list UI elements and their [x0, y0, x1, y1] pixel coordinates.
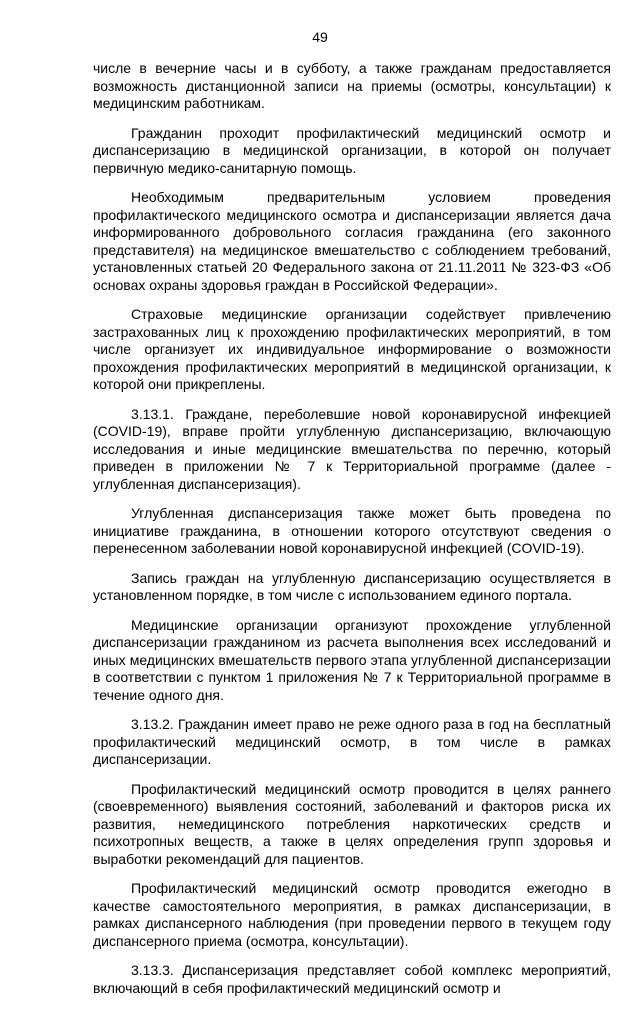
- paragraph: числе в вечерние часы и в субботу, а также гражданам предоставляется возможность дистанционной записи на приемы (осмотры, консультации) к медицинским работникам.: [93, 60, 611, 111]
- paragraph: Профилактический медицинский осмотр проводится ежегодно в качестве самостоятельного мероприятия, в рамках диспансеризации, в рамках диспансерного наблюдения (при проведении первого в текущем году диспансерного приема (осмотра, консультации).: [93, 880, 611, 949]
- paragraph: Профилактический медицинский осмотр проводится в целях раннего (своевременного) выявления состояний, заболеваний и факторов риска их развития, немедицинского потребления наркотических средств и психотропных веществ, а также в целях определения групп здоровья и выработки рекомендаций для пациентов.: [93, 780, 611, 867]
- paragraph: Медицинские организации организуют прохождение углубленной диспансеризации гражданином из расчета выполнения всех исследований и иных медицинских вмешательств первого этапа углубленной диспансеризации в соответствии с пунктом 1 приложения № 7 к Территориальной программе в течение одного дня.: [93, 616, 611, 703]
- page-number: 49: [312, 29, 328, 45]
- paragraph: Гражданин проходит профилактический медицинский осмотр и диспансеризацию в медицинской организации, в которой он получает первичную медико-санитарную помощь.: [93, 124, 611, 176]
- paragraph: Углубленная диспансеризация также может быть проведена по инициативе гражданина, в отношении которого отсутствуют сведения о перенесенном заболевании новой коронавирусной инфекцией (COVID-19).: [93, 505, 611, 556]
- document-body: [93, 60, 611, 1009]
- section-3-13-2-paragraph: 3.13.2. Гражданин имеет право не реже одного раза в год на бесплатный профилактический медицинский осмотр, в том числе в рамках диспансеризации.: [93, 716, 611, 767]
- section-3-13-3-paragraph: 3.13.3. Диспансеризация представляет собой комплекс мероприятий, включающий в себя профилактический медицинский осмотр и: [93, 962, 611, 996]
- paragraph: Необходимым предварительным условием проведения профилактического медицинского осмотра и диспансеризации является дача информированного добровольного согласия гражданина (его законного представителя) на медицинское вмешательство с соблюдением требований, установленных статьей 20 Федерального закона от 21.11.2011 № 323-ФЗ «Об основах охраны здоровья граждан в Российской Федерации».: [93, 189, 611, 293]
- section-3-13-1-paragraph: 3.13.1. Граждане, переболевшие новой коронавирусной инфекцией (COVID-19), вправе пройти углубленную диспансеризацию, включающую исследования и иные медицинские вмешательства по перечню, который приведен в приложении № 7 к Территориальной программе (далее - углубленная диспансеризация).: [93, 405, 611, 492]
- paragraph: Страховые медицинские организации содействует привлечению застрахованных лиц к прохождению профилактических мероприятий, в том числе организует их индивидуальное информирование о возможности прохождения профилактических мероприятий в медицинской организации, к которой они прикреплены.: [93, 306, 611, 392]
- paragraph: Запись граждан на углубленную диспансеризацию осуществляется в установленном порядке, в том числе с использованием единого портала.: [93, 569, 611, 603]
